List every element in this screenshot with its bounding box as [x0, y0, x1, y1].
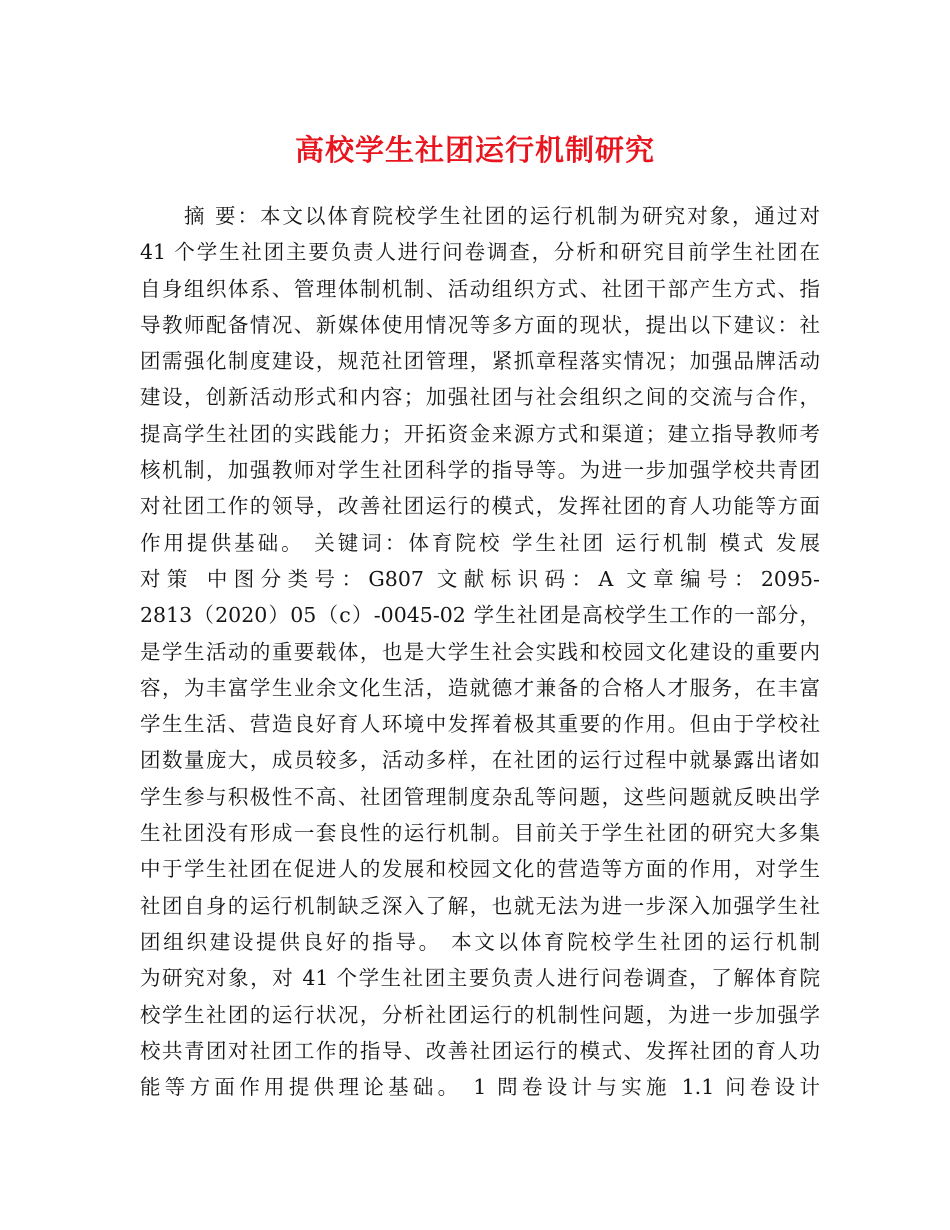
body-line: 2813（2020）05（c）-0045-02 学生社团是高校学生工作的一部分， — [140, 603, 820, 628]
body-line: 作用提供基础。 关键词：体育院校 学生社团 运行机制 模式 发展 — [140, 530, 820, 555]
body-line: 生社团没有形成一套良性的运行机制。目前关于学生社团的研究大多集 — [140, 821, 820, 846]
body-line: 能等方面作用提供理论基础。 1 問卷设计与实施 1.1 问卷设计 — [140, 1075, 820, 1100]
body-line: 为研究对象，对 41 个学生社团主要负责人进行问卷调查，了解体育院 — [140, 966, 820, 991]
body-line: 校学生社团的运行状况，分析社团运行的机制性问题，为进一步加强学 — [140, 1002, 820, 1027]
body-line: 团组织建设提供良好的指导。 本文以体育院校学生社团的运行机制 — [140, 929, 820, 954]
body-line: 团数量庞大，成员较多，活动多样，在社团的运行过程中就暴露出诸如 — [140, 748, 820, 773]
body-line: 校共青团对社团工作的指导、改善社团运行的模式、发挥社团的育人功 — [140, 1038, 820, 1063]
body-line: 建设，创新活动形式和内容；加强社团与社会组织之间的交流与合作， — [140, 385, 820, 410]
body-line: 自身组织体系、管理体制机制、活动组织方式、社团干部产生方式、指 — [140, 276, 820, 301]
body-line: 社团自身的运行机制缺乏深入了解，也就无法为进一步深入加强学生社 — [140, 893, 820, 918]
body-line: 中于学生社团在促进人的发展和校园文化的营造等方面的作用，对学生 — [140, 857, 820, 882]
body-line: 摘 要：本文以体育院校学生社团的运行机制为研究对象，通过对 — [184, 204, 820, 228]
body-line: 核机制，加强教师对学生社团科学的指导等。为进一步加强学校共青团 — [140, 458, 820, 483]
document-title: 高校学生社团运行机制研究 — [294, 133, 655, 167]
body-line: 容，为丰富学生业余文化生活，造就德才兼备的合格人才服务，在丰富 — [140, 675, 820, 700]
document-body — [140, 198, 820, 1105]
body-line: 团需强化制度建设，规范社团管理，紧抓章程落实情况；加强品牌活动 — [140, 349, 820, 374]
body-line: 对策 中图分类号：G807 文献标识码：A 文章编号：2095- — [140, 566, 820, 591]
body-line: 学生参与积极性不高、社团管理制度杂乱等问题，这些问题就反映出学 — [140, 784, 820, 809]
body-line: 是学生活动的重要载体，也是大学生社会实践和校园文化建设的重要内 — [140, 639, 820, 664]
body-line: 对社团工作的领导，改善社团运行的模式，发挥社团的育人功能等方面 — [140, 494, 820, 519]
body-line: 提高学生社团的实践能力；开拓资金来源方式和渠道；建立指导教师考 — [140, 421, 820, 446]
body-line: 导教师配备情况、新媒体使用情况等多方面的现状，提出以下建议：社 — [140, 312, 820, 337]
body-line: 41 个学生社团主要负责人进行问卷调查，分析和研究目前学生社团在 — [140, 240, 820, 265]
body-line: 学生生活、营造良好育人环境中发挥着极其重要的作用。但由于学校社 — [140, 712, 820, 737]
